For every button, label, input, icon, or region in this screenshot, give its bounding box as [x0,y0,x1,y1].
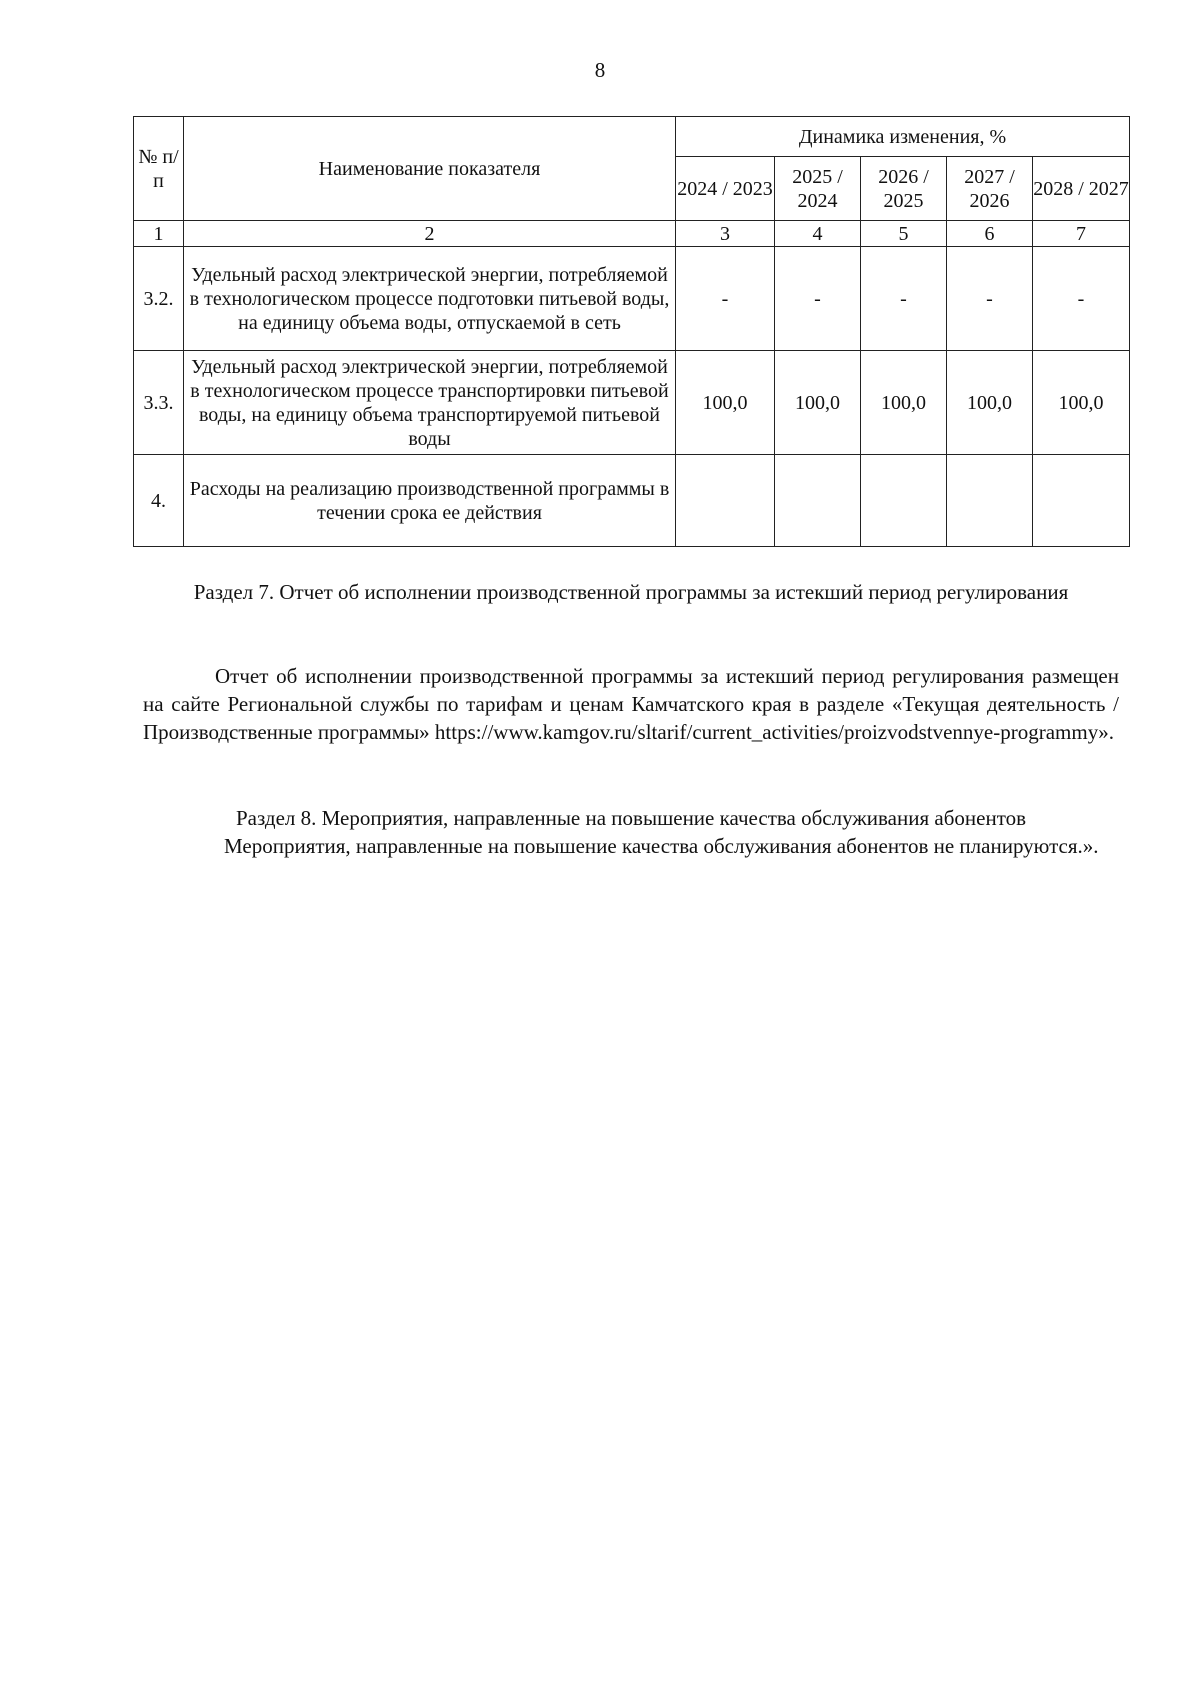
column-number: 7 [1033,221,1130,247]
header-name: Наименование показателя [184,117,676,221]
indicator-value [861,455,947,547]
header-period: 2026 / 2025 [861,157,947,221]
column-number: 6 [947,221,1033,247]
row-number: 3.2. [134,247,184,351]
header-period: 2025 / 2024 [775,157,861,221]
indicator-value: - [1033,247,1130,351]
section-7-title: Раздел 7. Отчет об исполнении производственной программы за истекший период регулирования [193,580,1069,604]
indicators-table [133,116,1130,547]
header-num: № п/п [134,117,184,221]
indicator-value: 100,0 [1033,351,1130,455]
indicator-name: Расходы на реализацию производственной программы в течении срока ее действия [184,455,676,547]
indicator-value: 100,0 [947,351,1033,455]
section-8-title: Раздел 8. Мероприятия, направленные на повышение качества обслуживания абонентов [235,806,1027,830]
row-number: 3.3. [134,351,184,455]
indicator-value: 100,0 [861,351,947,455]
table-row [134,247,1130,351]
header-period: 2028 / 2027 [1033,157,1130,221]
indicator-name: Удельный расход электрической энергии, потребляемой в технологическом процессе подготовки питьевой воды, на единицу объема воды, отпускаемой в сеть [184,247,676,351]
indicator-value: - [861,247,947,351]
table-row [134,351,1130,455]
indicator-value: - [676,247,775,351]
column-number-row [134,221,1130,247]
indicator-value [676,455,775,547]
page-number: 8 [594,58,606,82]
column-number: 5 [861,221,947,247]
indicator-value [775,455,861,547]
column-number: 3 [676,221,775,247]
indicator-value: - [775,247,861,351]
indicator-value: 100,0 [676,351,775,455]
indicator-value [1033,455,1130,547]
column-number: 4 [775,221,861,247]
section-8-text: Мероприятия, направленные на повышение качества обслуживания абонентов не планируются.». [224,834,1099,858]
header-period: 2027 / 2026 [947,157,1033,221]
column-number: 1 [134,221,184,247]
indicator-name: Удельный расход электрической энергии, потребляемой в технологическом процессе транспортировки питьевой воды, на единицу объема транспортируемой питьевой воды [184,351,676,455]
table-row [134,455,1130,547]
column-number: 2 [184,221,676,247]
section-7-text: Отчет об исполнении производственной программы за истекший период регулирования размещен на сайте Региональной службы по тарифам и ценам Камчатского края в разделе «Текущая деятельность / Производственные программы» https://www.kamgov.ru/sltarif/current_activities/proizvodstvennye-programmy». [143,664,1119,744]
header-dynamics: Динамика изменения, % [676,117,1130,157]
indicator-value: 100,0 [775,351,861,455]
indicator-value [947,455,1033,547]
header-period: 2024 / 2023 [676,157,775,221]
row-number: 4. [134,455,184,547]
indicator-value: - [947,247,1033,351]
